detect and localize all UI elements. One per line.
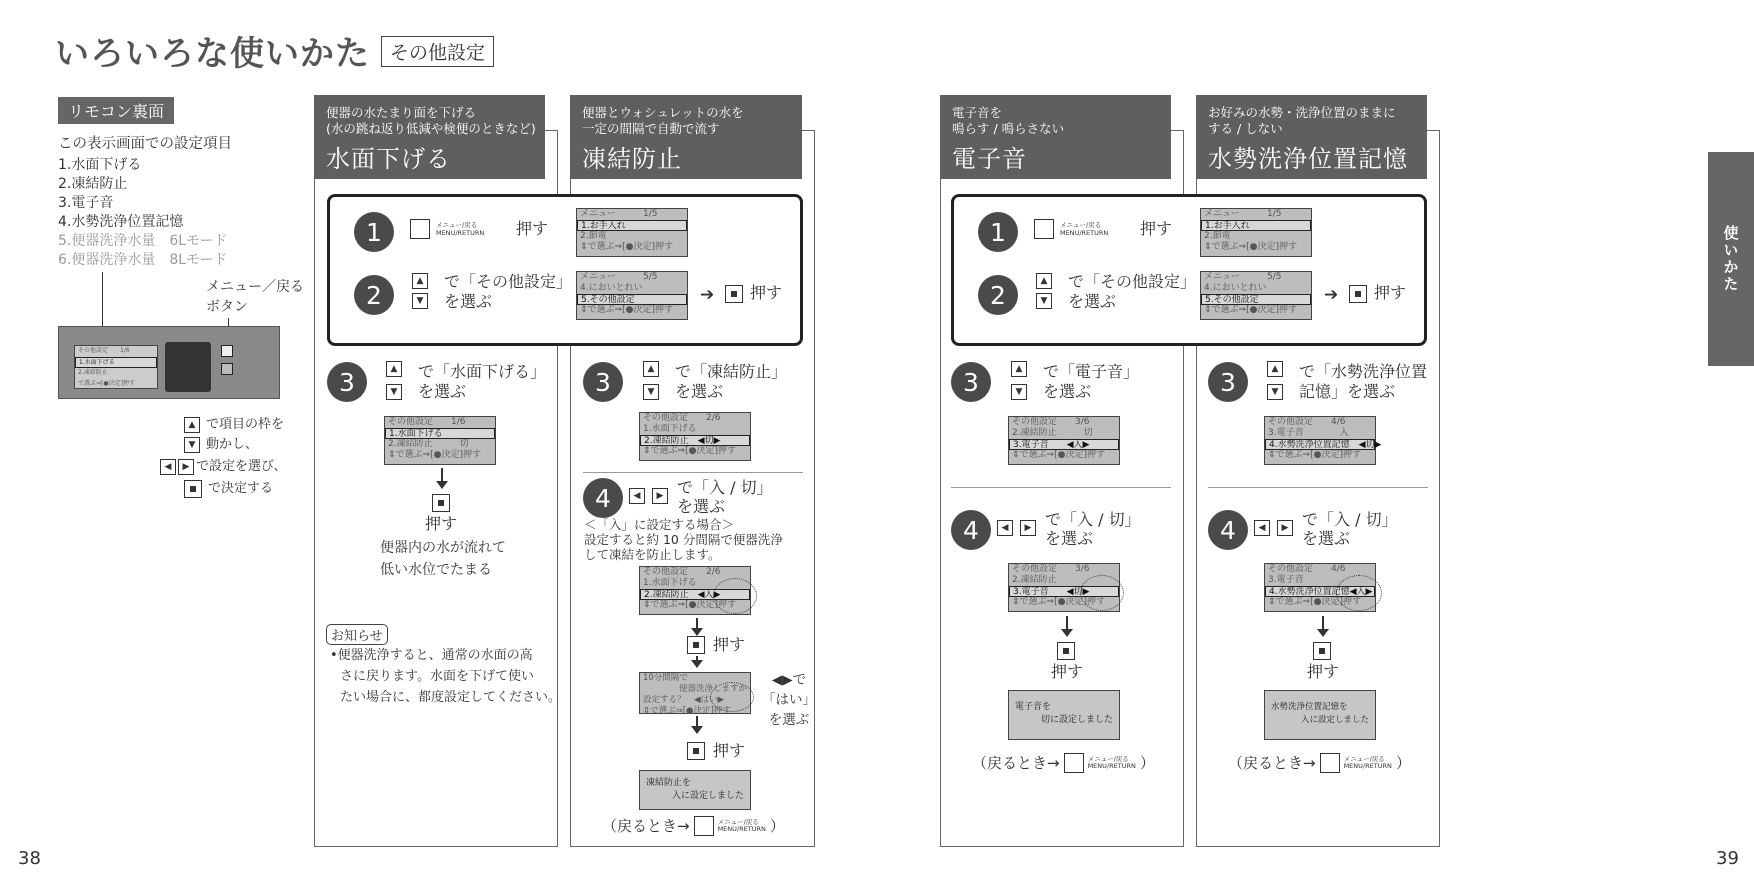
step-4-badge: 4 [583, 478, 623, 518]
right-arrow-icon: ▶ [178, 459, 194, 475]
lcd-menu-2: メニュー 5/5 4.においとれい 5.その他設定 ⇕で選ぶ⇒[●決定]押す [576, 271, 688, 320]
down-arrow-icon: ▼ [1267, 384, 1283, 400]
return-note: （戻るとき→ メニュー/戻る MENU/RETURN ） [972, 754, 1155, 772]
ok-button-icon [432, 494, 450, 512]
lcd-beep: その他設定 3/6 2.凍結防止 切 3.電子音 ◀入▶ ⇕で選ぶ⇒[●決定]押す [1008, 416, 1120, 465]
menu-return-button-icon [694, 816, 714, 836]
step-1-badge: 1 [354, 212, 394, 252]
lcd-freeze-done: 凍結防止を 入に設定しました [639, 770, 751, 810]
lcd-freeze: その他設定 2/6 1.水面下げる 2.凍結防止 ◀切▶ ⇕で選ぶ⇒[●決定]押す [639, 412, 751, 461]
left-arrow-icon: ◀ [160, 459, 176, 475]
right-arrow-icon: ➔ [1324, 285, 1339, 305]
up-arrow-icon: ▲ [1011, 361, 1027, 377]
step-3-badge: 3 [1208, 362, 1248, 402]
notice-label: お知らせ [326, 624, 388, 645]
lcd-position-memory-done: 水勢洗浄位置記憶を 入に設定しました [1264, 690, 1376, 740]
page-number-left: 38 [18, 848, 41, 869]
list-item: 2.凍結防止 [58, 176, 128, 192]
down-arrow-icon: ▼ [184, 437, 200, 453]
menu-label: メニュー／戻る [206, 279, 304, 295]
ok-button-icon [1057, 642, 1075, 660]
return-note: （戻るとき→ メニュー/戻る MENU/RETURN ） [602, 817, 785, 835]
return-note: （戻るとき→ メニュー/戻る MENU/RETURN ） [1228, 754, 1411, 772]
settings-list [58, 156, 228, 270]
menu-return-button-icon [1064, 753, 1084, 773]
lcd-position-memory-on: その他設定 4/6 3.電子音 4.水勢洗浄位置記憶◀入▶ ⇕で選ぶ⇒[●決定]押す [1264, 563, 1376, 612]
right-arrow-icon: ▶ [1020, 520, 1036, 536]
down-arrow-icon: ▼ [386, 384, 402, 400]
down-arrow-icon: ▼ [412, 293, 428, 309]
step-2-badge: 2 [354, 275, 394, 315]
down-arrow-icon: ▼ [1011, 384, 1027, 400]
list-item: 1.水面下げる [58, 157, 142, 173]
ok-button-icon [1349, 285, 1367, 303]
ok-button-icon [184, 480, 202, 498]
page-title: いろいろな使いかた [55, 34, 370, 74]
up-arrow-icon: ▲ [386, 361, 402, 377]
lcd-water-level: その他設定 1/6 1.水面下げる 2.凍結防止 切 ⇕で選ぶ⇒[●決定]押す [384, 416, 496, 465]
remote-lcd: その他設定 1/6 1.水面下げる 2.凍結防止 で選ぶ⇒[●決定]押す [74, 345, 158, 389]
step-3-badge: 3 [583, 362, 623, 402]
ok-button-icon [1313, 642, 1331, 660]
menu-return-button-icon [410, 219, 430, 239]
steps-1-2-box: 1 メニュー/戻る MENU/RETURN 押す メニュー 1/5 1.お手入れ 2.節電 ⇕で選ぶ⇒[●決定]押す 2 ▲ ▼ で「その他設定」 を選ぶ メニュー 5/5 4.においとれい 5.その他設定 ⇕で選ぶ⇒[●決定]押す ➔ 押す [327, 194, 803, 346]
steps-1-2-box: 1 メニュー/戻る MENU/RETURN 押す メニュー 1/5 1.お手入れ 2.節電 ⇕で選ぶ⇒[●決定]押す 2 ▲ ▼ で「その他設定」 を選ぶ メニュー 5/5 4.においとれい 5.その他設定 ⇕で選ぶ⇒[●決定]押す ➔ 押す [951, 194, 1427, 346]
lcd-position-memory: その他設定 4/6 3.電子音 入 4.水勢洗浄位置記憶 ◀切▶ ⇕で選ぶ⇒[●決定]押す [1264, 416, 1376, 465]
step-2-badge: 2 [978, 275, 1018, 315]
header-freeze: 便器とウォシュレットの水を 一定の間隔で自動で流す 凍結防止 [570, 95, 802, 179]
left-arrow-icon: ◀ [997, 520, 1013, 536]
list-item: 3.電子音 [58, 195, 114, 211]
remote-dpad [165, 342, 211, 392]
down-arrow-icon: ▼ [1036, 293, 1052, 309]
up-arrow-icon: ▲ [1267, 361, 1283, 377]
lcd-beep-off: その他設定 3/6 2.凍結防止 3.電子音 ◀切▶ ⇕で選ぶ⇒[●決定]押す [1008, 563, 1120, 612]
remote-illustration [58, 326, 280, 399]
lcd-freeze-on: その他設定 2/6 1.水面下げる 2.凍結防止 ◀入▶ ⇕で選ぶ⇒[●決定]押す [639, 566, 751, 615]
step-1-badge: 1 [978, 212, 1018, 252]
menu-return-button-icon [1034, 219, 1054, 239]
ok-button-icon [725, 285, 743, 303]
up-arrow-icon: ▲ [184, 417, 200, 433]
list-item-disabled: 6.便器洗浄水量 8Lモード [58, 252, 228, 268]
step-4-badge: 4 [1208, 510, 1248, 550]
lcd-freeze-confirm: 10分間隔で 便器洗浄しますか 設定する？ ◀はい▶ ⇕で選ぶ⇒[●決定]押す [639, 672, 751, 714]
section-tab: 使いかた [1708, 152, 1754, 366]
lcd-menu-2: メニュー 5/5 4.においとれい 5.その他設定 ⇕で選ぶ⇒[●決定]押す [1200, 271, 1312, 320]
ok-button-icon [687, 742, 705, 760]
header-water-level: 便器の水たまり面を下げる (水の跳ね返り低減や検便のときなど) 水面下げる [314, 95, 545, 179]
down-arrow-icon: ▼ [643, 384, 659, 400]
lcd-menu-1: メニュー 1/5 1.お手入れ 2.節電 ⇕で選ぶ⇒[●決定]押す [576, 208, 688, 257]
up-arrow-icon: ▲ [1036, 273, 1052, 289]
remote-other-button [221, 363, 233, 375]
list-item-disabled: 5.便器洗浄水量 6Lモード [58, 233, 228, 249]
step-3-badge: 3 [327, 362, 367, 402]
up-arrow-icon: ▲ [643, 361, 659, 377]
page-subtitle-box: その他設定 [381, 36, 494, 67]
right-arrow-icon: ▶ [1277, 520, 1293, 536]
lcd-menu-1: メニュー 1/5 1.お手入れ 2.節電 ⇕で選ぶ⇒[●決定]押す [1200, 208, 1312, 257]
remote-menu-button [221, 345, 233, 357]
left-arrow-icon: ◀ [1254, 520, 1270, 536]
right-arrow-icon: ➔ [700, 285, 715, 305]
menu-return-button-icon [1320, 753, 1340, 773]
remote-heading: リモコン裏面 [58, 97, 174, 124]
step-3-badge: 3 [951, 362, 991, 402]
left-arrow-icon: ◀ [629, 488, 645, 504]
header-beep: 電子音を 鳴らす / 鳴らさない 電子音 [940, 95, 1171, 179]
list-item: 4.水勢洗浄位置記憶 [58, 214, 184, 230]
up-arrow-icon: ▲ [412, 273, 428, 289]
right-arrow-icon: ▶ [652, 488, 668, 504]
remote-intro: この表示画面での設定項目 [58, 136, 232, 152]
lcd-beep-done: 電子音を 切に設定しました [1008, 690, 1120, 740]
header-position-memory: お好みの水勢・洗浄位置のままに する / しない 水勢洗浄位置記憶 [1196, 95, 1427, 179]
menu-label-2: ボタン [206, 299, 248, 315]
ok-button-icon [687, 636, 705, 654]
step-4-badge: 4 [951, 510, 991, 550]
page-number-right: 39 [1716, 848, 1739, 869]
